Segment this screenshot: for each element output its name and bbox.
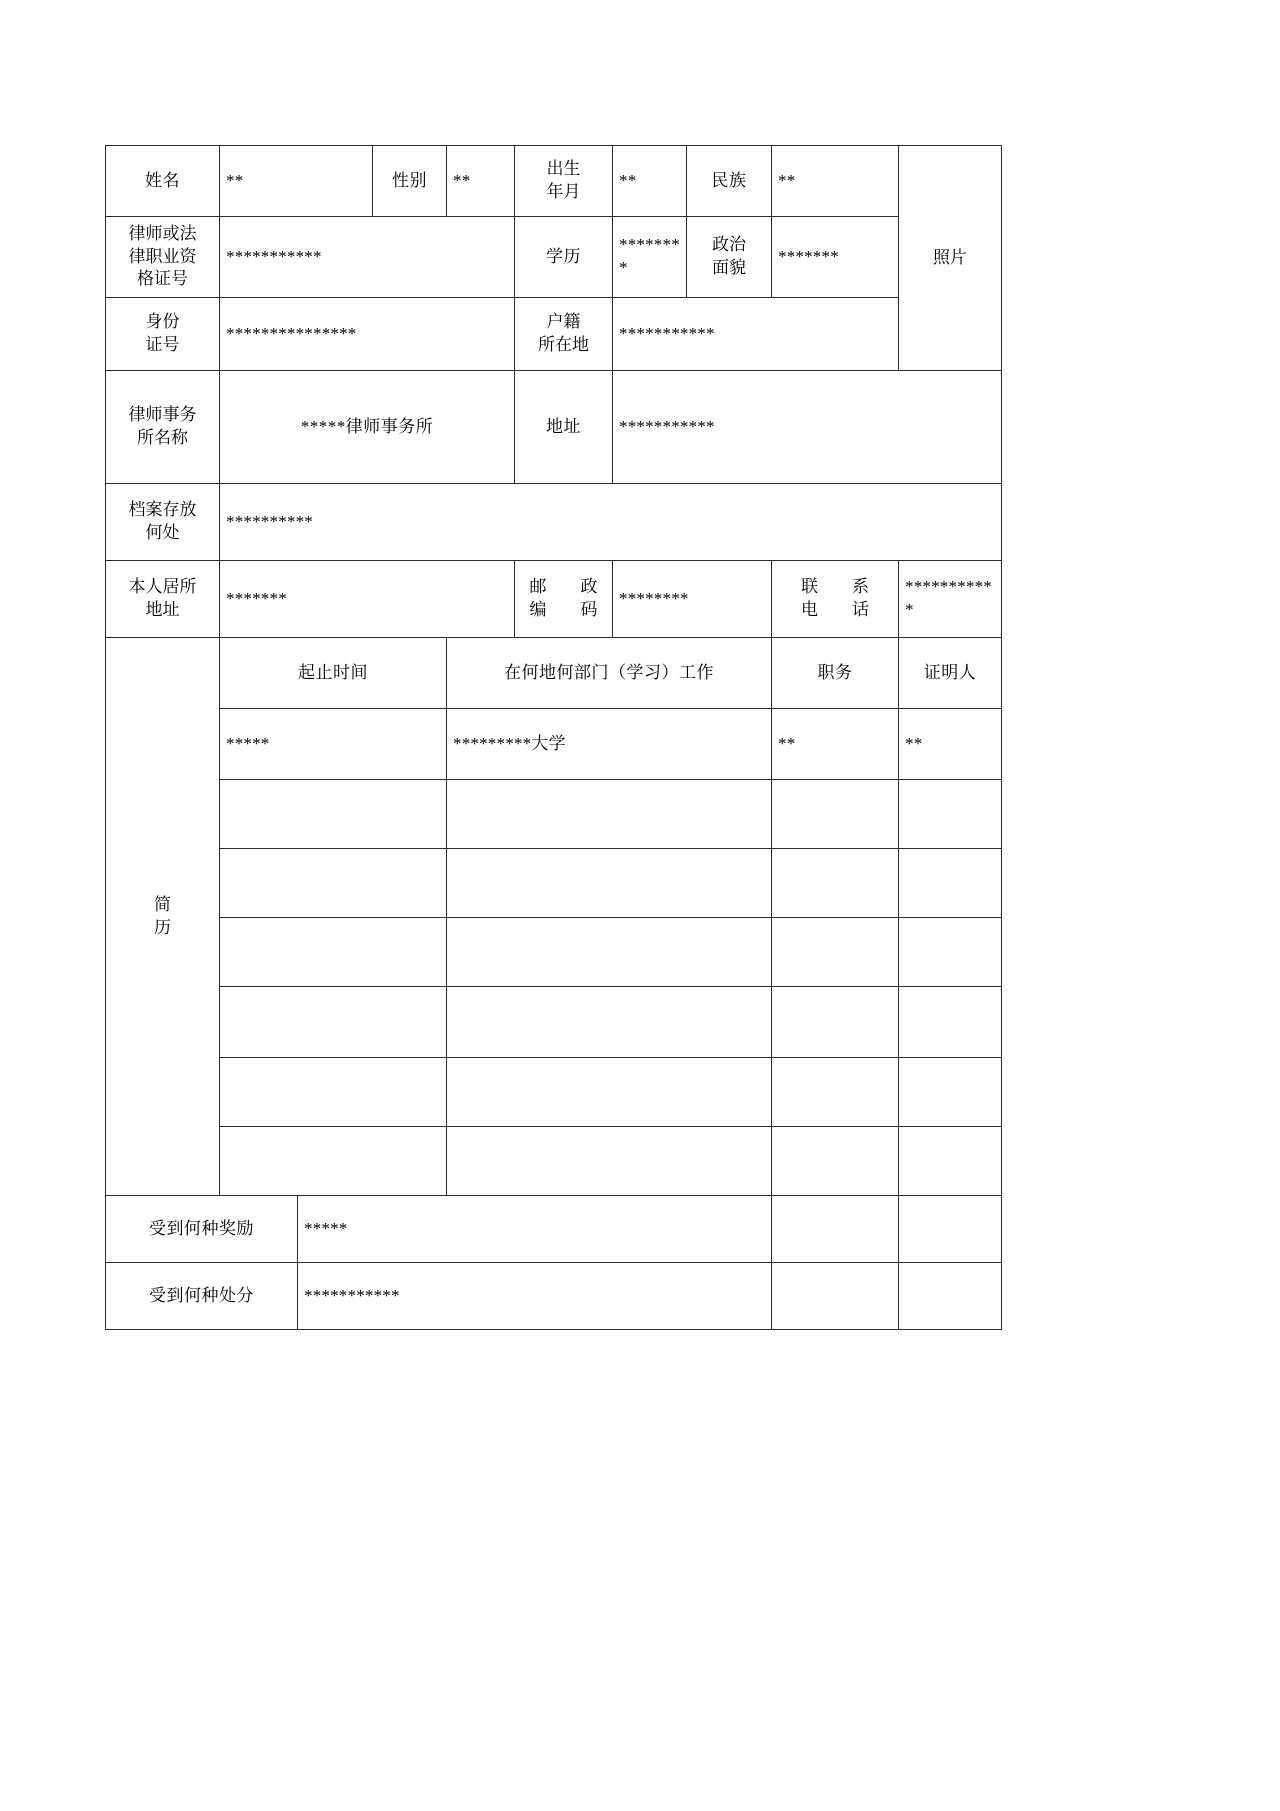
cell-where[interactable] (447, 987, 772, 1058)
label-phone-line1 (801, 576, 869, 599)
label-resume-line1: 简 (154, 894, 171, 914)
label-law-firm-address: 地址 (515, 371, 613, 484)
table-row-resume-entry (106, 1127, 1002, 1196)
table-row-basic-3 (106, 298, 1002, 371)
label-household-registration (515, 298, 613, 371)
form-table (105, 145, 1002, 1330)
label-postal-code (515, 561, 613, 638)
label-postal-code-line1 (530, 576, 598, 599)
table-row-basic-1 (106, 146, 1002, 217)
cell-punishment-spacer-1 (772, 1263, 899, 1330)
photo-placeholder[interactable]: 照片 (899, 146, 1002, 371)
cell-period[interactable] (220, 780, 447, 849)
table-row-resume-entry (106, 987, 1002, 1058)
table-row-resume-entry (106, 780, 1002, 849)
cell-where[interactable] (447, 1058, 772, 1127)
cell-witness[interactable] (899, 1058, 1002, 1127)
value-gender[interactable]: ** (447, 146, 515, 217)
label-residence-line1: 本人居所 (128, 577, 197, 597)
cell-where[interactable] (447, 780, 772, 849)
value-license-number[interactable]: *********** (220, 217, 515, 298)
value-household-registration[interactable]: *********** (613, 298, 899, 371)
column-header-position: 职务 (772, 638, 899, 709)
label-law-firm-line1: 律师事务 (128, 405, 197, 425)
label-law-firm-name (106, 371, 220, 484)
cell-position[interactable] (772, 987, 899, 1058)
cell-period[interactable] (220, 918, 447, 987)
label-political-line1: 政治 (712, 235, 746, 255)
label-phone-char-2: 系 (852, 577, 869, 597)
cell-punishment-spacer-2 (899, 1263, 1002, 1330)
label-residence-line2: 地址 (145, 600, 180, 619)
cell-period[interactable] (220, 1058, 447, 1127)
table-row-punishment (106, 1263, 1002, 1330)
label-birth-line2: 年月 (546, 182, 581, 201)
value-award[interactable]: ***** (298, 1196, 772, 1263)
cell-position[interactable] (772, 780, 899, 849)
table-row-archive (106, 484, 1002, 561)
value-punishment[interactable]: *********** (298, 1263, 772, 1330)
column-header-witness: 证明人 (899, 638, 1002, 709)
cell-position[interactable] (772, 1127, 899, 1196)
value-residence-address[interactable]: ******* (220, 561, 515, 638)
cell-witness[interactable] (899, 780, 1002, 849)
table-row-resume-entry (106, 918, 1002, 987)
label-resume-line2: 历 (154, 917, 171, 937)
value-postal-code[interactable]: ******** (613, 561, 772, 638)
cell-witness[interactable] (899, 918, 1002, 987)
label-phone-char-4: 话 (852, 600, 869, 619)
label-postal-char-2: 政 (580, 577, 598, 597)
value-id-card[interactable]: *************** (220, 298, 515, 371)
value-birth-date[interactable]: ** (613, 146, 687, 217)
cell-where[interactable] (447, 918, 772, 987)
label-ethnicity: 民族 (687, 146, 772, 217)
cell-witness[interactable] (899, 1127, 1002, 1196)
value-education[interactable]: ******** (613, 217, 687, 298)
label-license-line3: 格证号 (137, 269, 188, 289)
cell-where[interactable] (447, 1127, 772, 1196)
cell-award-spacer-1 (772, 1196, 899, 1263)
cell-position[interactable] (772, 849, 899, 918)
lawyer-registration-form (105, 145, 1001, 1330)
label-political-status (687, 217, 772, 298)
label-license-line1: 律师或法 (128, 223, 197, 243)
value-contact-phone[interactable]: *********** (899, 561, 1002, 638)
cell-witness[interactable] (899, 987, 1002, 1058)
cell-award-spacer-2 (899, 1196, 1002, 1263)
label-license-line2: 律职业资 (128, 246, 197, 266)
value-law-firm-address[interactable]: *********** (613, 371, 1002, 484)
label-id-card-line1: 身份 (145, 312, 180, 332)
table-row-resume-entry (106, 849, 1002, 918)
table-row-resume-entry (106, 709, 1002, 780)
label-household-line2: 所在地 (538, 335, 589, 354)
label-law-firm-line2: 所名称 (137, 428, 188, 447)
cell-position[interactable]: ** (772, 709, 899, 780)
label-license-number (106, 217, 220, 298)
label-postal-code-line2 (530, 599, 598, 622)
label-contact-phone (772, 561, 899, 638)
cell-position[interactable] (772, 918, 899, 987)
label-phone-char-3: 电 (801, 600, 818, 619)
label-phone-char-1: 联 (801, 577, 818, 597)
cell-witness[interactable]: ** (899, 709, 1002, 780)
label-postal-char-4: 码 (580, 600, 598, 619)
column-header-where: 在何地何部门（学习）工作 (447, 638, 772, 709)
label-residence-address (106, 561, 220, 638)
label-id-card-line2: 证号 (145, 335, 180, 354)
value-political-status[interactable]: ******* (772, 217, 899, 298)
cell-witness[interactable] (899, 849, 1002, 918)
label-political-line2: 面貌 (712, 258, 746, 277)
value-law-firm-name[interactable]: *****律师事务所 (220, 371, 515, 484)
label-name: 姓名 (106, 146, 220, 217)
label-id-card (106, 298, 220, 371)
cell-period[interactable] (220, 1127, 447, 1196)
label-resume-section (106, 638, 220, 1196)
table-row-resume-header (106, 638, 1002, 709)
column-header-period: 起止时间 (220, 638, 447, 709)
label-archive-line1: 档案存放 (128, 500, 197, 520)
table-row-law-firm (106, 371, 1002, 484)
label-archive-line2: 何处 (145, 523, 180, 542)
label-archive-location (106, 484, 220, 561)
cell-where[interactable]: *********大学 (447, 709, 772, 780)
table-row-award (106, 1196, 1002, 1263)
value-archive-location[interactable]: ********** (220, 484, 1002, 561)
label-phone-line2 (801, 599, 869, 622)
cell-position[interactable] (772, 1058, 899, 1127)
cell-period[interactable]: ***** (220, 709, 447, 780)
value-ethnicity[interactable]: ** (772, 146, 899, 217)
cell-period[interactable] (220, 849, 447, 918)
label-gender: 性别 (373, 146, 447, 217)
value-name[interactable]: ** (220, 146, 373, 217)
label-postal-char-3: 编 (529, 600, 547, 619)
label-household-line1: 户籍 (546, 312, 581, 332)
table-row-resume-entry (106, 1058, 1002, 1127)
cell-period[interactable] (220, 987, 447, 1058)
label-education: 学历 (515, 217, 613, 298)
label-punishment: 受到何种处分 (106, 1263, 298, 1330)
label-birth-line1: 出生 (546, 159, 581, 179)
table-row-basic-2 (106, 217, 1002, 298)
label-postal-char-1: 邮 (529, 577, 547, 597)
cell-where[interactable] (447, 849, 772, 918)
label-award: 受到何种奖励 (106, 1196, 298, 1263)
label-birth-date (515, 146, 613, 217)
table-row-residence (106, 561, 1002, 638)
